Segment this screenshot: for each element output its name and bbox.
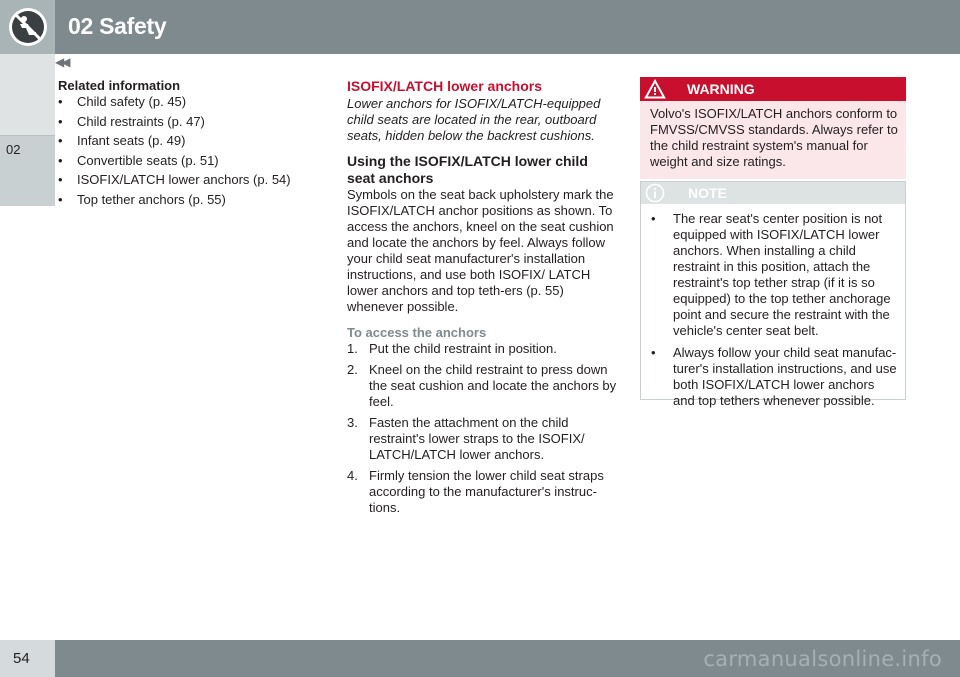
steps-list — [347, 341, 617, 516]
note-title: NOTE — [688, 185, 727, 201]
step-item — [347, 362, 617, 410]
warning-box — [640, 77, 906, 179]
note-list — [651, 211, 897, 409]
related-link[interactable]: • ISOFIX/LATCH lower anchors (p. 54) — [58, 172, 318, 188]
page-number: 54 — [13, 650, 30, 667]
step-item — [347, 341, 617, 357]
step-item — [347, 415, 617, 463]
main-section — [347, 78, 617, 521]
note-box — [640, 181, 906, 408]
chapter-icon-box — [0, 0, 55, 54]
step-item — [347, 468, 617, 516]
note-header — [641, 182, 905, 204]
warning-text: Volvo's ISOFIX/LATCH anchors conform to FMVSS/CMVSS standards. Always refer to the child restraint system's manual for weight and size ratings. — [650, 106, 898, 169]
step-number: 1. — [347, 341, 358, 356]
step-number: 3. — [347, 415, 358, 430]
watermark: carmanualsonline.info — [703, 647, 942, 671]
warning-title: WARNING — [687, 81, 755, 97]
sub-heading: Using the ISOFIX/LATCH lower child seat anchors — [347, 153, 588, 186]
section-heading: ISOFIX/LATCH lower anchors — [347, 78, 542, 94]
back-arrows-icon[interactable]: ◀◀ — [55, 55, 68, 69]
chapter-title: 02 Safety — [68, 13, 167, 39]
info-icon — [645, 183, 665, 203]
warning-header — [640, 77, 906, 101]
airbag-child-seat-icon — [7, 6, 49, 48]
page-header — [0, 0, 960, 54]
page-number-box — [0, 640, 55, 677]
related-information — [58, 78, 318, 212]
step-text: Firmly tension the lower child seat straps according to the manufacturer's instruc-tions. — [369, 468, 604, 515]
related-list — [58, 94, 318, 208]
step-number: 4. — [347, 468, 358, 483]
note-item: • Always follow your child seat manufac-turer's installation instructions, and use both ISOFIX/LATCH lower anchors and top tethers whenever possible. — [651, 345, 897, 409]
step-number: 2. — [347, 362, 358, 377]
related-link[interactable]: • Child restraints (p. 47) — [58, 114, 318, 130]
body-text: Symbols on the seat back upholstery mark the ISOFIX/LATCH anchor positions as shown. To access the anchors, kneel on the seat cushion and locate the anchors by feel. Always follow your child seat manufacturer's installation instructions, and use both ISOFIX/ LATCH lower anchors and top teth-ers (p. 55) whenever possible. — [347, 187, 614, 314]
related-link[interactable]: • Convertible seats (p. 51) — [58, 153, 318, 169]
chapter-tab-label: 02 — [6, 142, 21, 157]
related-link[interactable]: • Infant seats (p. 49) — [58, 133, 318, 149]
steps-heading: To access the anchors — [347, 325, 487, 340]
step-text: Fasten the attachment on the child restraint's lower straps to the ISOFIX/ LATCH/LATCH lower anchors. — [369, 415, 585, 462]
related-link[interactable]: • Child safety (p. 45) — [58, 94, 318, 110]
related-link[interactable]: • Top tether anchors (p. 55) — [58, 192, 318, 208]
step-text: Kneel on the child restraint to press down the seat cushion and locate the anchors by feel. — [369, 362, 617, 409]
related-heading: Related information — [58, 78, 181, 93]
step-text: Put the child restraint in position. — [369, 341, 557, 356]
note-content — [641, 204, 905, 409]
warning-triangle-icon — [644, 79, 666, 99]
note-item: • The rear seat's center position is not equipped with ISOFIX/LATCH lower anchors. When installing a child restraint in this position, attach the restraint's top tether strap (if it is so equipped) to the top tether anchorage point and secure the restraint with the vehicle's center seat belt. — [651, 211, 897, 339]
section-intro: Lower anchors for ISOFIX/LATCH-equipped child seats are located in the rear, outboard seats, hidden below the backrest cushions. — [347, 96, 601, 143]
